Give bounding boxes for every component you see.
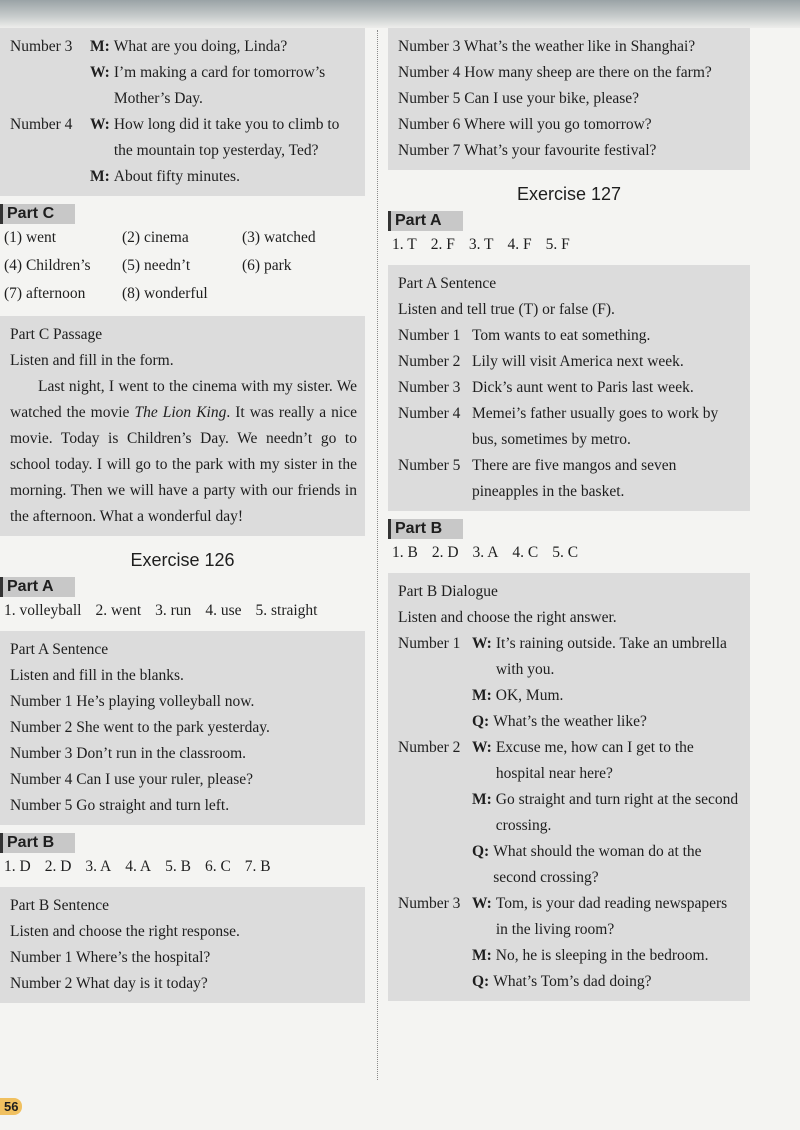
part-a-label: Part A: [388, 211, 463, 231]
scan-top-edge: [0, 0, 800, 28]
box-title: Part B Dialogue: [398, 583, 498, 600]
answer: (3) watched: [242, 229, 316, 246]
sentence-line: Number 4 How many sheep are there on the farm?: [398, 64, 712, 81]
part-b-label: Part B: [0, 833, 75, 853]
answer: (6) park: [242, 257, 292, 274]
box-title: Part C Passage: [10, 326, 103, 343]
answer: (1) went: [4, 229, 57, 246]
sentence-line: Number 5 There are five mangos and seven pineapples in the basket.: [398, 457, 677, 500]
part-a-answers: 1. volleyball 2. went 3. run 4. use 5. straight: [4, 602, 318, 619]
part-b-sentence-box: [0, 887, 365, 1003]
box-instruction: Listen and tell true (T) or false (F).: [398, 301, 615, 318]
answer: (8) wonderful: [122, 285, 208, 302]
part-c-answers: [0, 224, 365, 308]
sentence-line: Number 1 Tom wants to eat something.: [398, 327, 651, 344]
exercise-heading: Exercise 126: [130, 550, 235, 570]
sentence-line: Number 5 Go straight and turn left.: [10, 797, 230, 814]
page-number: 56: [0, 1098, 22, 1115]
dialog-line: Number 2 W: Excuse me, how can I get to the hospital near here?: [398, 739, 694, 782]
part-b-answers: 1. D 2. D 3. A 4. A 5. B 6. C 7. B: [4, 858, 271, 875]
sentence-line: Number 1 Where’s the hospital?: [10, 949, 211, 966]
sentence-line: Number 2 She went to the park yesterday.: [10, 719, 270, 736]
box-title: Part B Sentence: [10, 897, 110, 914]
dialog-line: Number 3 M: What are you doing, Linda?: [10, 38, 288, 55]
part-b-dialogue-box: [388, 573, 750, 1001]
dialog-line: Number 1 W: It’s raining outside. Take an umbrella with you.: [398, 635, 727, 678]
box-instruction: Listen and fill in the form.: [10, 352, 174, 369]
exercise-heading: Exercise 127: [516, 184, 622, 204]
answer: (5) needn’t: [122, 257, 191, 274]
sentence-line: Number 1 He’s playing volleyball now.: [10, 693, 255, 710]
movie-title: The Lion King: [134, 404, 227, 421]
dialog-line: Q: What’s Tom’s dad doing?: [472, 973, 652, 990]
dialog-line: M: About fifty minutes.: [90, 168, 240, 185]
sentence-line: Number 3 Don’t run in the classroom.: [10, 745, 247, 762]
dialog-box-top: [0, 28, 365, 196]
part-a-label: Part A: [0, 577, 75, 597]
sentence-line: Number 2 What day is it today?: [10, 975, 208, 992]
sentence-line: Number 3 Dick’s aunt went to Paris last week.: [398, 379, 694, 396]
dialog-line: M: No, he is sleeping in the bedroom.: [472, 947, 709, 964]
column-divider: [377, 30, 378, 1080]
sentence-line: Number 2 Lily will visit America next week.: [398, 353, 684, 370]
right-column: [388, 28, 750, 1001]
box-title: Part A Sentence: [10, 641, 109, 658]
dialog-line: Q: What should the woman do at the second crossing?: [472, 843, 702, 886]
box-instruction: Listen and fill in the blanks.: [10, 667, 184, 684]
left-column: [0, 28, 365, 1003]
dialog-line: Number 4 W: How long did it take you to climb to the mountain top yesterday, Ted?: [10, 116, 340, 159]
answer: (7) afternoon: [4, 285, 86, 302]
sentence-line: Number 7 What’s your favourite festival?: [398, 142, 657, 159]
passage-text: Last night, I went to the cinema with my sister. We watched the movie The Lion King. It was really a nice movie. Today is Children’s Day. We needn’t go to school today. I will go to the park with my sister in the morning. Then we will have a party with our friends in the afternoon. What a wonderful day!: [10, 378, 357, 525]
dialog-line: M: Go straight and turn right at the second crossing.: [472, 791, 739, 834]
box-instruction: Listen and choose the right response.: [10, 923, 240, 940]
part-a-sentence-box: [0, 631, 365, 825]
part-b-answers: 1. B 2. D 3. A 4. C 5. C: [392, 544, 579, 561]
box-instruction: Listen and choose the right answer.: [398, 609, 617, 626]
dialog-line: Number 3 W: Tom, is your dad reading newspapers in the living room?: [398, 895, 728, 938]
sentence-line: Number 5 Can I use your bike, please?: [398, 90, 640, 107]
part-c-label: Part C: [0, 204, 75, 224]
answer: (4) Children’s: [4, 257, 91, 274]
dialog-line: Q: What’s the weather like?: [472, 713, 647, 730]
dialog-line: M: OK, Mum.: [472, 687, 564, 704]
sentence-line: Number 4 Memei’s father usually goes to work by bus, sometimes by metro.: [398, 405, 719, 448]
part-a-sentence-box: [388, 265, 750, 511]
sentence-line: Number 6 Where will you go tomorrow?: [398, 116, 652, 133]
sentence-line: Number 4 Can I use your ruler, please?: [10, 771, 253, 788]
part-b-label: Part B: [388, 519, 463, 539]
part-c-passage-box: [0, 316, 365, 536]
part-a-answers: 1. T 2. F 3. T 4. F 5. F: [392, 236, 570, 253]
dialog-line: W: I’m making a card for tomorrow’s Mother’s Day.: [90, 64, 326, 107]
sentence-line: Number 3 What’s the weather like in Shanghai?: [398, 38, 696, 55]
box-title: Part A Sentence: [398, 275, 497, 292]
dialog-box-top-right: [388, 28, 750, 170]
answer: (2) cinema: [122, 229, 189, 246]
